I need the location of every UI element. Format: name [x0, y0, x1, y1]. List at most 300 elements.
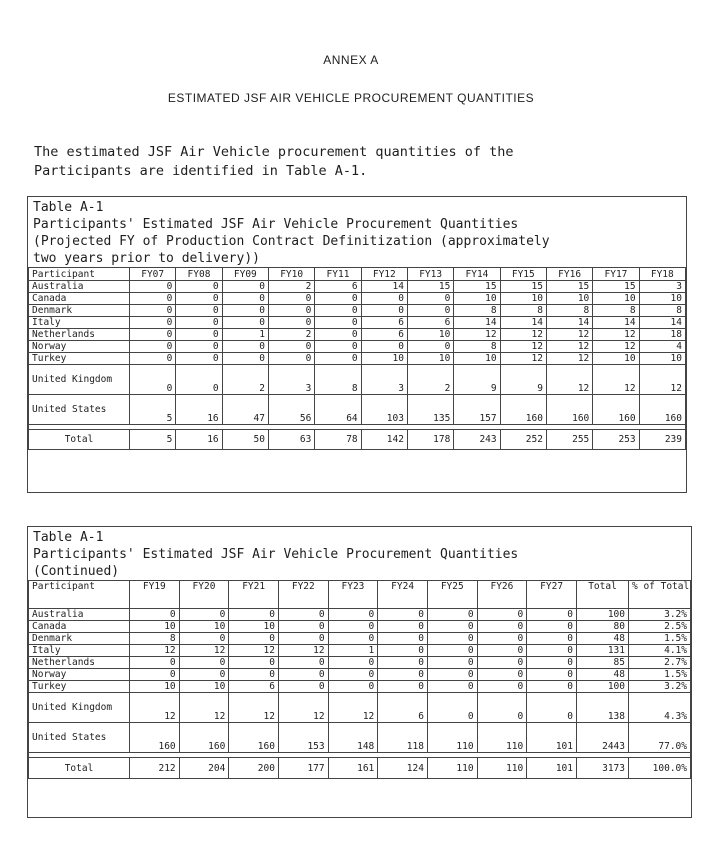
table-row [29, 395, 686, 425]
quantity-cell: 0 [179, 669, 229, 681]
quantity-cell: 0 [130, 341, 176, 353]
table-row [29, 657, 691, 669]
caption-line: Table A-1 [33, 530, 104, 545]
quantity-cell: 12 [278, 645, 328, 657]
quantity-cell: 160 [179, 723, 229, 753]
quantity-cell: 2.7% [629, 657, 691, 669]
quantity-cell: 0 [427, 669, 477, 681]
quantity-cell: 2443 [577, 723, 629, 753]
quantity-cell: 0 [477, 657, 527, 669]
column-header: FY09 [222, 268, 268, 281]
caption-line: Table A-1 [33, 200, 104, 215]
quantity-cell: 0 [222, 341, 268, 353]
quantity-cell: 10 [179, 681, 229, 693]
total-cell: 142 [361, 430, 407, 450]
quantity-cell: 0 [315, 341, 361, 353]
table-row [29, 365, 686, 395]
quantity-cell: 0 [407, 293, 453, 305]
quantity-cell: 0 [477, 609, 527, 621]
quantity-cell: 0 [176, 341, 222, 353]
caption-line: Participants' Estimated JSF Air Vehicle Procurement Quantities [33, 217, 519, 232]
quantity-cell: 0 [527, 693, 577, 723]
quantity-cell: 0 [378, 609, 428, 621]
quantity-cell: 8 [130, 633, 180, 645]
quantity-cell: 103 [361, 395, 407, 425]
quantity-cell: 85 [577, 657, 629, 669]
quantity-cell: 0 [527, 657, 577, 669]
quantity-cell: 0 [527, 621, 577, 633]
quantity-cell: 0 [130, 317, 176, 329]
total-cell: 78 [315, 430, 361, 450]
quantity-cell: 0 [179, 609, 229, 621]
quantity-cell: 160 [639, 395, 685, 425]
quantity-cell: 0 [176, 365, 222, 395]
quantity-cell: 12 [546, 365, 592, 395]
participant-name: Italy [29, 645, 130, 657]
quantity-cell: 15 [407, 281, 453, 293]
quantity-cell: 0 [378, 645, 428, 657]
quantity-cell: 0 [315, 329, 361, 341]
table-row [29, 293, 686, 305]
quantity-cell: 48 [577, 633, 629, 645]
column-header: FY13 [407, 268, 453, 281]
quantity-cell: 10 [229, 621, 279, 633]
quantity-cell: 0 [328, 669, 378, 681]
column-header: FY27 [527, 581, 577, 609]
quantity-cell: 0 [278, 669, 328, 681]
quantity-cell: 6 [315, 281, 361, 293]
participant-name: Norway [29, 341, 130, 353]
quantity-cell: 110 [427, 723, 477, 753]
quantity-cell: 100 [577, 681, 629, 693]
column-header: % of Total [629, 581, 691, 609]
quantity-cell: 0 [278, 633, 328, 645]
quantity-cell: 0 [477, 693, 527, 723]
quantity-cell: 0 [278, 681, 328, 693]
quantity-cell: 0 [477, 681, 527, 693]
quantity-cell: 2.5% [629, 621, 691, 633]
quantity-cell: 118 [378, 723, 428, 753]
quantity-cell: 10 [407, 353, 453, 365]
data-table [28, 580, 691, 779]
quantity-cell: 8 [500, 305, 546, 317]
quantity-cell: 4.3% [629, 693, 691, 723]
quantity-cell: 0 [378, 657, 428, 669]
intro-line: The estimated JSF Air Vehicle procurement quantities of the [34, 144, 514, 160]
quantity-cell: 3.2% [629, 609, 691, 621]
data-table [28, 267, 686, 450]
quantity-cell: 0 [361, 305, 407, 317]
quantity-cell: 12 [593, 365, 639, 395]
quantity-cell: 131 [577, 645, 629, 657]
quantity-cell: 0 [477, 621, 527, 633]
quantity-cell: 100 [577, 609, 629, 621]
quantity-cell: 160 [546, 395, 592, 425]
quantity-cell: 12 [546, 341, 592, 353]
quantity-cell: 16 [176, 395, 222, 425]
column-header: Participant [29, 581, 130, 609]
column-header: FY26 [477, 581, 527, 609]
participant-name: United Kingdom [29, 365, 130, 395]
quantity-cell: 138 [577, 693, 629, 723]
quantity-cell: 12 [328, 693, 378, 723]
participant-name: United Kingdom [29, 693, 130, 723]
participant-name: United States [29, 723, 130, 753]
column-header: FY25 [427, 581, 477, 609]
quantity-cell: 0 [427, 621, 477, 633]
total-label: Total [29, 430, 130, 450]
column-header: FY07 [130, 268, 176, 281]
quantity-cell: 10 [454, 293, 500, 305]
quantity-cell: 12 [179, 645, 229, 657]
participant-name: Turkey [29, 681, 130, 693]
quantity-cell: 157 [454, 395, 500, 425]
quantity-cell: 1.5% [629, 669, 691, 681]
column-header: Participant [29, 268, 130, 281]
quantity-cell: 160 [500, 395, 546, 425]
column-header: FY20 [179, 581, 229, 609]
quantity-cell: 10 [639, 353, 685, 365]
quantity-cell: 0 [229, 657, 279, 669]
quantity-cell: 0 [328, 657, 378, 669]
quantity-cell: 14 [500, 317, 546, 329]
quantity-cell: 12 [500, 329, 546, 341]
quantity-cell: 10 [500, 293, 546, 305]
quantity-cell: 0 [268, 341, 314, 353]
quantity-cell: 12 [179, 693, 229, 723]
caption-line: Participants' Estimated JSF Air Vehicle Procurement Quantities [33, 547, 519, 562]
quantity-cell: 10 [454, 353, 500, 365]
quantity-cell: 8 [454, 341, 500, 353]
quantity-cell: 0 [176, 305, 222, 317]
column-header: FY12 [361, 268, 407, 281]
total-cell: 177 [278, 758, 328, 779]
total-cell: 178 [407, 430, 453, 450]
header-row [29, 581, 691, 609]
quantity-cell: 8 [639, 305, 685, 317]
quantity-cell: 1 [328, 645, 378, 657]
quantity-cell: 0 [427, 681, 477, 693]
column-header: FY11 [315, 268, 361, 281]
quantity-cell: 12 [229, 645, 279, 657]
table-row [29, 645, 691, 657]
quantity-cell: 0 [427, 633, 477, 645]
participant-name: Australia [29, 609, 130, 621]
column-header: FY08 [176, 268, 222, 281]
quantity-cell: 0 [176, 317, 222, 329]
quantity-cell: 10 [130, 681, 180, 693]
table-row [29, 633, 691, 645]
total-row [29, 430, 686, 450]
quantity-cell: 6 [361, 317, 407, 329]
quantity-cell: 3 [268, 365, 314, 395]
column-header: FY22 [278, 581, 328, 609]
quantity-cell: 12 [500, 353, 546, 365]
quantity-cell: 0 [315, 317, 361, 329]
quantity-cell: 0 [315, 353, 361, 365]
quantity-cell: 18 [639, 329, 685, 341]
quantity-cell: 0 [130, 305, 176, 317]
participant-name: Canada [29, 293, 130, 305]
quantity-cell: 64 [315, 395, 361, 425]
quantity-cell: 0 [229, 633, 279, 645]
quantity-cell: 15 [546, 281, 592, 293]
quantity-cell: 0 [527, 681, 577, 693]
quantity-cell: 77.0% [629, 723, 691, 753]
table-row [29, 353, 686, 365]
quantity-cell: 10 [639, 293, 685, 305]
quantity-cell: 15 [593, 281, 639, 293]
table-row [29, 693, 691, 723]
total-cell: 253 [593, 430, 639, 450]
quantity-cell: 0 [378, 681, 428, 693]
quantity-cell: 6 [378, 693, 428, 723]
quantity-cell: 0 [222, 317, 268, 329]
column-header: FY21 [229, 581, 279, 609]
quantity-cell: 14 [639, 317, 685, 329]
quantity-cell: 0 [427, 609, 477, 621]
quantity-cell: 10 [407, 329, 453, 341]
column-header: FY17 [593, 268, 639, 281]
column-header: FY18 [639, 268, 685, 281]
quantity-cell: 153 [278, 723, 328, 753]
column-header: FY15 [500, 268, 546, 281]
table-row [29, 305, 686, 317]
quantity-cell: 135 [407, 395, 453, 425]
total-cell: 255 [546, 430, 592, 450]
quantity-cell: 12 [593, 329, 639, 341]
total-cell: 110 [427, 758, 477, 779]
column-header: FY24 [378, 581, 428, 609]
quantity-cell: 8 [454, 305, 500, 317]
caption-line: (Continued) [33, 564, 120, 579]
quantity-cell: 3.2% [629, 681, 691, 693]
caption-line: (Projected FY of Production Contract Definitization (approximately [33, 234, 550, 249]
quantity-cell: 14 [361, 281, 407, 293]
quantity-cell: 0 [176, 281, 222, 293]
quantity-cell: 0 [361, 341, 407, 353]
column-header: FY14 [454, 268, 500, 281]
quantity-cell: 0 [130, 281, 176, 293]
quantity-cell: 8 [315, 365, 361, 395]
quantity-cell: 48 [577, 669, 629, 681]
quantity-cell: 56 [268, 395, 314, 425]
column-header: FY19 [130, 581, 180, 609]
participant-name: Italy [29, 317, 130, 329]
total-cell: 161 [328, 758, 378, 779]
quantity-cell: 0 [378, 669, 428, 681]
quantity-cell: 15 [500, 281, 546, 293]
quantity-cell: 0 [229, 609, 279, 621]
column-header: FY23 [328, 581, 378, 609]
total-cell: 16 [176, 430, 222, 450]
quantity-cell: 0 [176, 293, 222, 305]
quantity-cell: 0 [130, 293, 176, 305]
document-heading: ESTIMATED JSF AIR VEHICLE PROCUREMENT QUANTITIES [167, 91, 535, 105]
participant-name: Denmark [29, 633, 130, 645]
quantity-cell: 101 [527, 723, 577, 753]
quantity-cell: 4.1% [629, 645, 691, 657]
total-cell: 100.0% [629, 758, 691, 779]
quantity-cell: 0 [222, 353, 268, 365]
quantity-cell: 12 [130, 645, 180, 657]
quantity-cell: 10 [593, 353, 639, 365]
quantity-cell: 2 [222, 365, 268, 395]
quantity-cell: 0 [179, 633, 229, 645]
participant-name: Norway [29, 669, 130, 681]
participant-name: United States [29, 395, 130, 425]
total-cell: 101 [527, 758, 577, 779]
quantity-cell: 0 [268, 353, 314, 365]
quantity-cell: 0 [361, 293, 407, 305]
annex-title: ANNEX A [323, 53, 379, 67]
table-row [29, 329, 686, 341]
caption-line: two years prior to delivery)) [33, 251, 260, 266]
quantity-cell: 160 [593, 395, 639, 425]
quantity-cell: 2 [268, 281, 314, 293]
quantity-cell: 12 [130, 693, 180, 723]
table-row [29, 723, 691, 753]
quantity-cell: 12 [229, 693, 279, 723]
total-cell: 200 [229, 758, 279, 779]
quantity-cell: 6 [361, 329, 407, 341]
quantity-cell: 0 [527, 645, 577, 657]
total-cell: 124 [378, 758, 428, 779]
quantity-cell: 15 [454, 281, 500, 293]
quantity-cell: 9 [500, 365, 546, 395]
intro-line: Participants are identified in Table A-1. [34, 163, 368, 179]
intro-paragraph [34, 143, 654, 181]
participant-name: Canada [29, 621, 130, 633]
quantity-cell: 8 [593, 305, 639, 317]
quantity-cell: 0 [328, 633, 378, 645]
quantity-cell: 10 [179, 621, 229, 633]
quantity-cell: 0 [268, 293, 314, 305]
quantity-cell: 148 [328, 723, 378, 753]
total-cell: 212 [130, 758, 180, 779]
quantity-cell: 3 [361, 365, 407, 395]
quantity-cell: 0 [222, 305, 268, 317]
quantity-cell: 0 [527, 633, 577, 645]
quantity-cell: 1.5% [629, 633, 691, 645]
participant-name: Australia [29, 281, 130, 293]
total-row [29, 758, 691, 779]
total-cell: 110 [477, 758, 527, 779]
total-cell: 50 [222, 430, 268, 450]
quantity-cell: 2 [268, 329, 314, 341]
quantity-cell: 0 [229, 669, 279, 681]
quantity-cell: 0 [130, 609, 180, 621]
quantity-cell: 0 [477, 645, 527, 657]
column-header: Total [577, 581, 629, 609]
total-cell: 204 [179, 758, 229, 779]
quantity-cell: 14 [546, 317, 592, 329]
column-header: FY16 [546, 268, 592, 281]
participant-name: Turkey [29, 353, 130, 365]
quantity-cell: 0 [268, 317, 314, 329]
quantity-cell: 0 [477, 633, 527, 645]
quantity-cell: 0 [130, 669, 180, 681]
quantity-cell: 12 [546, 353, 592, 365]
total-cell: 252 [500, 430, 546, 450]
procurement-table-part-1 [27, 196, 687, 493]
participant-name: Netherlands [29, 657, 130, 669]
quantity-cell: 0 [176, 353, 222, 365]
quantity-cell: 10 [361, 353, 407, 365]
quantity-cell: 160 [229, 723, 279, 753]
quantity-cell: 0 [278, 609, 328, 621]
table-row [29, 317, 686, 329]
quantity-cell: 10 [130, 621, 180, 633]
quantity-cell: 14 [454, 317, 500, 329]
quantity-cell: 0 [427, 693, 477, 723]
quantity-cell: 8 [546, 305, 592, 317]
quantity-cell: 47 [222, 395, 268, 425]
quantity-cell: 80 [577, 621, 629, 633]
quantity-cell: 2 [407, 365, 453, 395]
quantity-cell: 5 [130, 395, 176, 425]
quantity-cell: 6 [407, 317, 453, 329]
quantity-cell: 0 [378, 621, 428, 633]
quantity-cell: 0 [315, 305, 361, 317]
header-row [29, 268, 686, 281]
quantity-cell: 110 [477, 723, 527, 753]
total-cell: 5 [130, 430, 176, 450]
quantity-cell: 0 [407, 305, 453, 317]
total-cell: 63 [268, 430, 314, 450]
quantity-cell: 0 [328, 621, 378, 633]
quantity-cell: 0 [328, 681, 378, 693]
quantity-cell: 0 [278, 621, 328, 633]
quantity-cell: 0 [130, 353, 176, 365]
table-row [29, 669, 691, 681]
quantity-cell: 0 [222, 293, 268, 305]
quantity-cell: 0 [427, 657, 477, 669]
total-cell: 243 [454, 430, 500, 450]
quantity-cell: 0 [407, 341, 453, 353]
quantity-cell: 1 [222, 329, 268, 341]
quantity-cell: 0 [427, 645, 477, 657]
quantity-cell: 12 [454, 329, 500, 341]
quantity-cell: 0 [268, 305, 314, 317]
quantity-cell: 0 [179, 657, 229, 669]
quantity-cell: 0 [527, 609, 577, 621]
quantity-cell: 12 [500, 341, 546, 353]
quantity-cell: 12 [546, 329, 592, 341]
quantity-cell: 0 [378, 633, 428, 645]
table-caption [28, 197, 686, 267]
quantity-cell: 0 [222, 281, 268, 293]
participant-name: Netherlands [29, 329, 130, 341]
quantity-cell: 6 [229, 681, 279, 693]
quantity-cell: 12 [639, 365, 685, 395]
quantity-cell: 0 [477, 669, 527, 681]
quantity-cell: 0 [130, 329, 176, 341]
table-row [29, 281, 686, 293]
table-row [29, 681, 691, 693]
quantity-cell: 12 [278, 693, 328, 723]
quantity-cell: 3 [639, 281, 685, 293]
quantity-cell: 160 [130, 723, 180, 753]
total-label: Total [29, 758, 130, 779]
table-row [29, 609, 691, 621]
quantity-cell: 0 [130, 657, 180, 669]
participant-name: Denmark [29, 305, 130, 317]
quantity-cell: 0 [328, 609, 378, 621]
quantity-cell: 0 [130, 365, 176, 395]
quantity-cell: 14 [593, 317, 639, 329]
quantity-cell: 0 [278, 657, 328, 669]
